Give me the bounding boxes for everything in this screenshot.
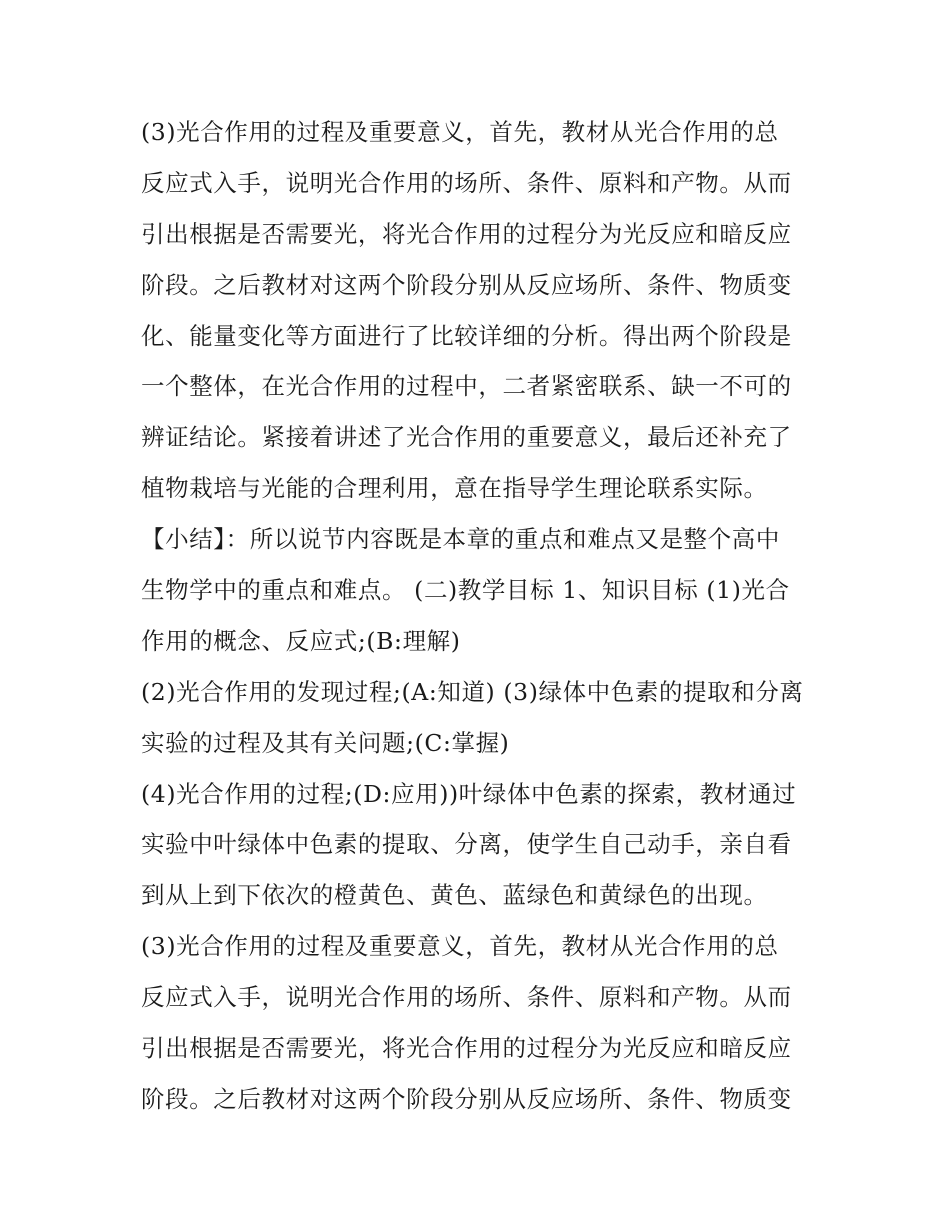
text-line: (4)光合作用的过程;(D:应用))叶绿体中色素的探索，教材通过 <box>141 779 797 808</box>
text-line: 反应式入手，说明光合作用的场所、条件、原料和产物。从而 <box>141 983 792 1012</box>
document-body <box>141 107 821 1125</box>
text-line: 阶段。之后教材对这两个阶段分别从反应场所、条件、物质变 <box>141 1084 792 1113</box>
text-line: 植物栽培与光能的合理利用，意在指导学生理论联系实际。 <box>141 474 768 503</box>
text-line: 化、能量变化等方面进行了比较详细的分析。得出两个阶段是 <box>141 321 792 350</box>
text-line: 【小结】：所以说节内容既是本章的重点和难点又是整个高中 <box>141 525 780 554</box>
text-line: 引出根据是否需要光，将光合作用的过程分为光反应和暗反应 <box>141 1034 792 1063</box>
text-line: 到从上到下依次的橙黄色、黄色、蓝绿色和黄绿色的出现。 <box>141 881 768 910</box>
text-line: 一个整体，在光合作用的过程中，二者紧密联系、缺一不可的 <box>141 372 792 401</box>
text-line: 实验中叶绿体中色素的提取、分离，使学生自己动手，亲自看 <box>141 830 792 859</box>
text-line: 生物学中的重点和难点。 (二)教学目标 1、知识目标 (1)光合 <box>141 576 790 605</box>
text-line: 反应式入手，说明光合作用的场所、条件、原料和产物。从而 <box>141 168 792 197</box>
text-line: 引出根据是否需要光，将光合作用的过程分为光反应和暗反应 <box>141 219 792 248</box>
text-line: (3)光合作用的过程及重要意义，首先，教材从光合作用的总 <box>141 118 779 146</box>
text-line: 作用的概念、反应式;(B:理解) <box>141 626 461 655</box>
text-line: 实验的过程及其有关问题;(C:掌握) <box>141 728 510 757</box>
text-line: 辨证结论。紧接着讲述了光合作用的重要意义，最后还补充了 <box>141 423 792 452</box>
text-line: (3)光合作用的过程及重要意义，首先，教材从光合作用的总 <box>141 932 779 961</box>
text-line: (2)光合作用的发现过程;(A:知道) (3)绿体中色素的提取和分离 <box>141 677 804 706</box>
text-line: 阶段。之后教材对这两个阶段分别从反应场所、条件、物质变 <box>141 270 792 299</box>
